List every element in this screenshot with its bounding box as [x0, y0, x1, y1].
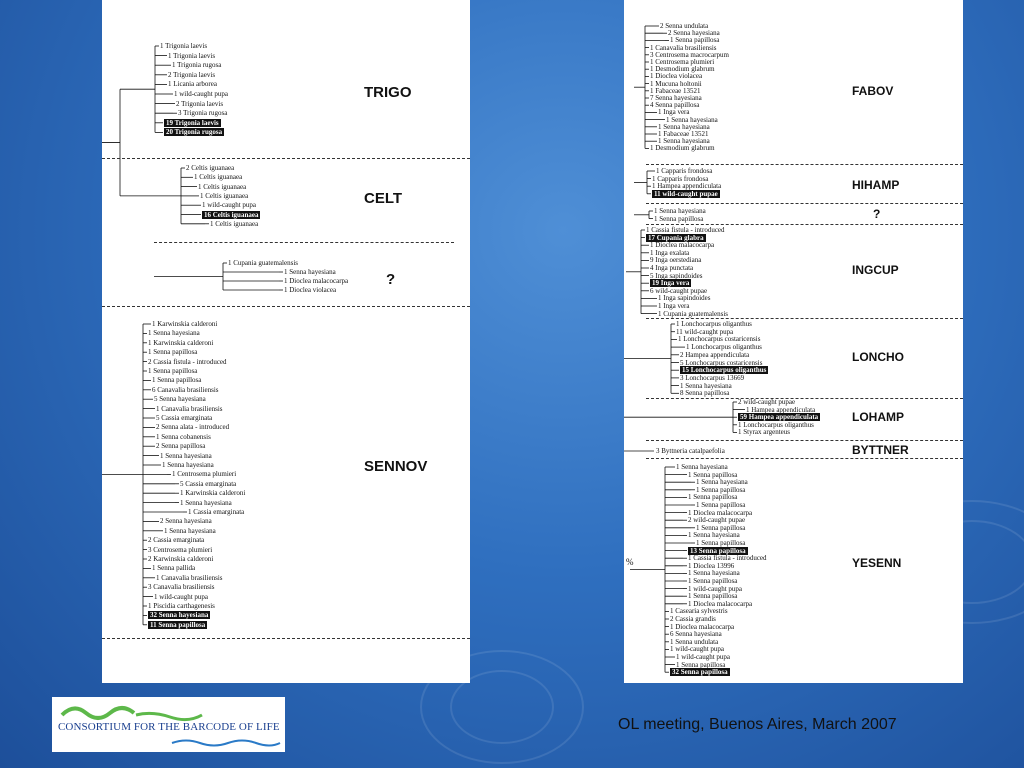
clade-divider — [646, 164, 963, 165]
taxon-label: 1 Senna papillosa — [696, 523, 746, 532]
taxon-label: 1 Inga exalata — [650, 248, 690, 257]
right-tree-panel — [624, 0, 963, 683]
clade-divider — [646, 440, 963, 441]
taxon-label: 11 wild-caught pupae — [654, 189, 718, 198]
taxon-label: 1 Fabaceae 13521 — [658, 130, 709, 138]
taxon-label: 1 Senna hayesiana — [696, 478, 748, 487]
taxon-label: 1 Senna papillosa — [670, 36, 720, 45]
taxon-label: 9 Inga oerstediana — [650, 256, 702, 265]
taxon-label: 11 wild-caught pupa — [676, 327, 734, 336]
taxon-label: 1 Centrosema plumieri — [172, 470, 237, 479]
clade-label-loncho: LONCHO — [852, 350, 904, 364]
taxon-label: 17 Cupania glabra — [648, 233, 704, 242]
clade-divider — [102, 306, 470, 307]
clade-divider — [646, 318, 963, 319]
taxon-label: 1 Trigonia laevis — [168, 51, 216, 60]
taxon-label: 1 Cupania guatemalensis — [228, 259, 298, 267]
taxon-label: 1 Lonchocarpus oliganthus — [738, 420, 814, 429]
taxon-label: 1 Cassia fistula - introduced — [646, 226, 725, 234]
clade-label-sennov: SENNOV — [364, 458, 428, 475]
taxon-label: 1 Senna hayesiana — [654, 207, 706, 215]
taxon-label: 5 Lonchocarpus costaricensis — [680, 358, 763, 367]
taxon-label: 1 Senna papillosa — [676, 660, 726, 669]
taxon-label: 1 Casearia sylvestris — [670, 607, 728, 616]
taxon-label: 1 Piscidia carthagenesis — [148, 602, 215, 610]
taxon-label: 1 Senna hayesiana — [180, 498, 232, 507]
taxon-label: 2 Celtis iguanaea — [186, 164, 235, 172]
taxon-label: 2 Senna hayesiana — [160, 517, 212, 526]
taxon-label: 1 Hampea appendiculata — [746, 405, 816, 414]
taxon-label: 1 Hampea appendiculata — [652, 182, 722, 191]
taxon-label: 1 Senna papillosa — [696, 539, 746, 547]
taxon-label: 1 Senna papillosa — [688, 470, 738, 479]
taxon-label: 6 Canavalia brasiliensis — [152, 385, 219, 394]
clade-divider — [102, 638, 470, 639]
taxon-label: 1 Centrosema plumieri — [650, 58, 715, 66]
taxon-label: 3 Trigonia rugosa — [178, 109, 228, 118]
taxon-label: 1 Inga vera — [658, 302, 690, 310]
taxon-label: 2 Senna undulata — [660, 22, 709, 30]
taxon-label: 19 Trigonia laevis — [166, 118, 219, 127]
taxon-label: 15 Lonchocarpus oliganthus — [682, 366, 767, 375]
taxon-label: 1 Senna pallida — [152, 564, 196, 573]
taxon-label: 1 Senna hayesiana — [688, 569, 740, 578]
taxon-label: 1 wild-caught pupa — [676, 653, 731, 661]
taxon-label: 3 Centrosema plumieri — [148, 545, 213, 554]
taxon-label: 2 Senna hayesiana — [668, 29, 720, 38]
taxon-label: 6 Senna hayesiana — [670, 630, 722, 639]
taxon-label: 4 Inga punctata — [650, 264, 694, 272]
taxon-label: 1 Capparis frondosa — [652, 174, 709, 183]
taxon-label: 1 Celtis iguanaea — [210, 219, 259, 228]
taxon-label: 1 Dioclea malacocarpa — [284, 277, 349, 285]
taxon-label: 1 Senna papillosa — [688, 493, 738, 502]
taxon-label: 1 Senna papillosa — [688, 577, 738, 585]
clade-label-fabov: FABOV — [852, 84, 894, 98]
taxon-label: 1 Cupania guatemalensis — [658, 309, 728, 318]
scale-bar-fragment: % — [626, 557, 634, 567]
clade-label-cup: ? — [386, 271, 396, 288]
taxon-label: 1 wild-caught pupa — [688, 584, 743, 593]
byttner-taxon-label: 3 Byttneria catalpaefolia — [656, 447, 725, 455]
taxon-label: 1 Senna papillosa — [696, 501, 746, 509]
taxon-label: 1 Lonchocarpus costaricensis — [678, 335, 761, 344]
taxon-label: 1 wild-caught pupa — [202, 201, 257, 210]
taxon-label: 1 Dioclea malacocarpa — [688, 599, 753, 608]
taxon-label: 1 Desmodium glabrum — [650, 65, 715, 74]
taxon-label: 5 Cassia emarginata — [156, 414, 213, 422]
taxon-label: 1 Senna hayesiana — [658, 122, 710, 131]
taxon-label: 1 Celtis iguanaea — [200, 191, 249, 200]
taxon-label: 2 Karwinskia calderoni — [148, 555, 214, 563]
taxon-label: 2 Senna alata - introduced — [156, 423, 230, 432]
taxon-label: 1 Dioclea malacocarpa — [650, 241, 715, 250]
taxon-label: 1 Trigonia laevis — [160, 42, 208, 50]
taxon-label: 1 Senna hayesiana — [284, 268, 336, 276]
taxon-label: 32 Senna papillosa — [672, 668, 728, 677]
taxon-label: 1 Mucuna holtonii — [650, 79, 702, 88]
taxon-label: 2 wild-caught pupae — [688, 516, 746, 525]
taxon-label: 1 Fabaceae 13521 — [650, 86, 701, 95]
taxon-label: 1 Senna papillosa — [152, 376, 202, 385]
taxon-label: 1 wild-caught pupa — [670, 645, 725, 654]
taxon-label: 32 Senna hayesiana — [150, 611, 209, 620]
clade-divider — [154, 242, 454, 243]
clade-label-yesenn: YESENN — [852, 556, 902, 570]
taxon-label: 1 Karwinskia calderoni — [148, 338, 214, 347]
clade-divider — [102, 158, 470, 159]
taxon-label: 1 Canavalia brasiliensis — [650, 43, 717, 52]
taxon-label: 1 Senna hayesiana — [666, 115, 718, 124]
taxon-label: 1 Senna papillosa — [148, 367, 198, 375]
taxon-label: 1 Celtis iguanaea — [198, 182, 247, 191]
taxon-label: 1 Trigonia rugosa — [172, 61, 222, 70]
taxon-label: 1 Dioclea violacea — [650, 72, 703, 81]
taxon-label: 1 Senna hayesiana — [162, 461, 214, 469]
taxon-label: 11 Senna papillosa — [150, 620, 206, 629]
taxon-label: 1 Capparis frondosa — [656, 167, 713, 175]
clade-label-celt: CELT — [364, 190, 403, 207]
taxon-label: 3 Lonchocarpus 13669 — [680, 373, 745, 382]
taxon-label: 3 Canavalia brasiliensis — [148, 583, 215, 592]
taxon-label: 6 wild-caught pupae — [650, 286, 708, 295]
taxon-label: 1 Canavalia brasiliensis — [156, 573, 223, 582]
taxon-label: 1 Senna hayesiana — [680, 381, 732, 390]
taxon-label: 1 Senna hayesiana — [658, 137, 710, 146]
taxon-label: 1 Styrax argenteus — [738, 428, 790, 437]
taxon-label: 2 Trigonia laevis — [168, 70, 216, 79]
taxon-label: 3 Centrosema macrocarpum — [650, 50, 729, 59]
clade-label-ingcup: INGCUP — [852, 263, 899, 277]
taxon-label: 1 Senna papillosa — [696, 485, 746, 494]
taxon-label: 1 Licania arborea — [168, 80, 217, 89]
taxon-label: 1 wild-caught pupa — [174, 90, 229, 98]
left-tree-panel — [102, 0, 470, 683]
clade-divider — [646, 224, 963, 225]
taxon-label: 7 Senna hayesiana — [650, 94, 702, 102]
cbol-logo — [52, 697, 285, 752]
meeting-caption: OL meeting, Buenos Aires, March 2007 — [618, 716, 897, 733]
taxon-label: 1 Senna cobanensis — [156, 432, 211, 441]
clade-label-byttner: BYTTNER — [852, 443, 909, 457]
taxon-label: 1 Cassia emarginata — [188, 508, 245, 516]
clade-divider — [646, 398, 963, 399]
taxon-label: 1 Lonchocarpus oliganthus — [686, 343, 762, 352]
taxon-label: 1 Senna papillosa — [148, 348, 198, 357]
taxon-label: 1 Inga vera — [658, 108, 690, 117]
taxon-label: 5 Inga sapindoides — [650, 271, 703, 280]
taxon-label: 1 Senna hayesiana — [676, 463, 728, 471]
taxon-label: 16 Celtis iguanaea — [204, 210, 259, 219]
logo-text: CONSORTIUM FOR THE BARCODE OF LIFE — [58, 721, 280, 733]
taxon-label: 1 Dioclea violacea — [284, 286, 337, 294]
taxon-label: 1 Senna hayesiana — [688, 531, 740, 540]
logo-wave-icon — [52, 699, 285, 723]
taxon-label: 2 wild-caught pupae — [738, 398, 796, 406]
taxon-label: 1 wild-caught pupa — [154, 592, 209, 601]
taxon-label: 20 Trigonia rugosa — [166, 128, 223, 137]
taxon-label: 2 Cassia grandis — [670, 615, 716, 623]
taxon-label: 2 Cassia emarginata — [148, 536, 205, 545]
taxon-label: 1 Dioclea malacocarpa — [688, 508, 753, 517]
taxon-label: 2 Senna papillosa — [156, 442, 206, 451]
taxon-label: 1 Senna undulata — [670, 637, 719, 646]
taxon-label: 1 Cassia fistula - introduced — [688, 554, 767, 563]
clade-label-q2: ? — [873, 207, 881, 221]
taxon-label: 1 Lonchocarpus oliganthus — [676, 320, 752, 328]
taxon-label: 59 Hampea appendiculata — [740, 413, 819, 422]
taxon-label: 1 Senna papillosa — [688, 592, 738, 601]
taxon-label: 19 Inga vera — [652, 279, 690, 288]
taxon-label: 1 Dioclea 13996 — [688, 561, 735, 570]
clade-divider — [646, 458, 963, 459]
taxon-label: 1 Karwinskia calderoni — [152, 320, 218, 328]
taxon-label: 4 Senna papillosa — [650, 101, 700, 110]
logo-underwave-icon — [52, 737, 285, 751]
taxon-label: 2 Hampea appendiculata — [680, 350, 750, 359]
clade-label-trigo: TRIGO — [364, 84, 412, 101]
taxon-label: 2 Cassia fistula - introduced — [148, 357, 227, 366]
taxon-label: 1 Senna hayesiana — [160, 451, 212, 460]
clade-label-hihamp: HIHAMP — [852, 178, 900, 192]
taxon-label: 5 Senna hayesiana — [154, 395, 206, 404]
taxon-label: 1 Canavalia brasiliensis — [156, 404, 223, 413]
taxon-label: 1 Inga sapindoides — [658, 294, 711, 303]
taxon-label: 8 Senna papillosa — [680, 389, 730, 398]
taxon-label: 2 Trigonia laevis — [176, 99, 224, 108]
clade-divider — [646, 203, 963, 204]
taxon-label: 1 Karwinskia calderoni — [180, 489, 246, 498]
taxon-label: 13 Senna papillosa — [690, 546, 746, 555]
taxon-label: 1 Desmodium glabrum — [650, 144, 715, 153]
taxon-label: 1 Dioclea malacocarpa — [670, 622, 735, 631]
taxon-label: 1 Senna hayesiana — [148, 329, 200, 338]
clade-label-lohamp: LOHAMP — [852, 410, 904, 424]
taxon-label: 1 Senna hayesiana — [164, 526, 216, 535]
taxon-label: 1 Senna papillosa — [654, 214, 704, 223]
taxon-label: 1 Celtis iguanaea — [194, 173, 243, 182]
taxon-label: 5 Cassia emarginata — [180, 479, 237, 488]
